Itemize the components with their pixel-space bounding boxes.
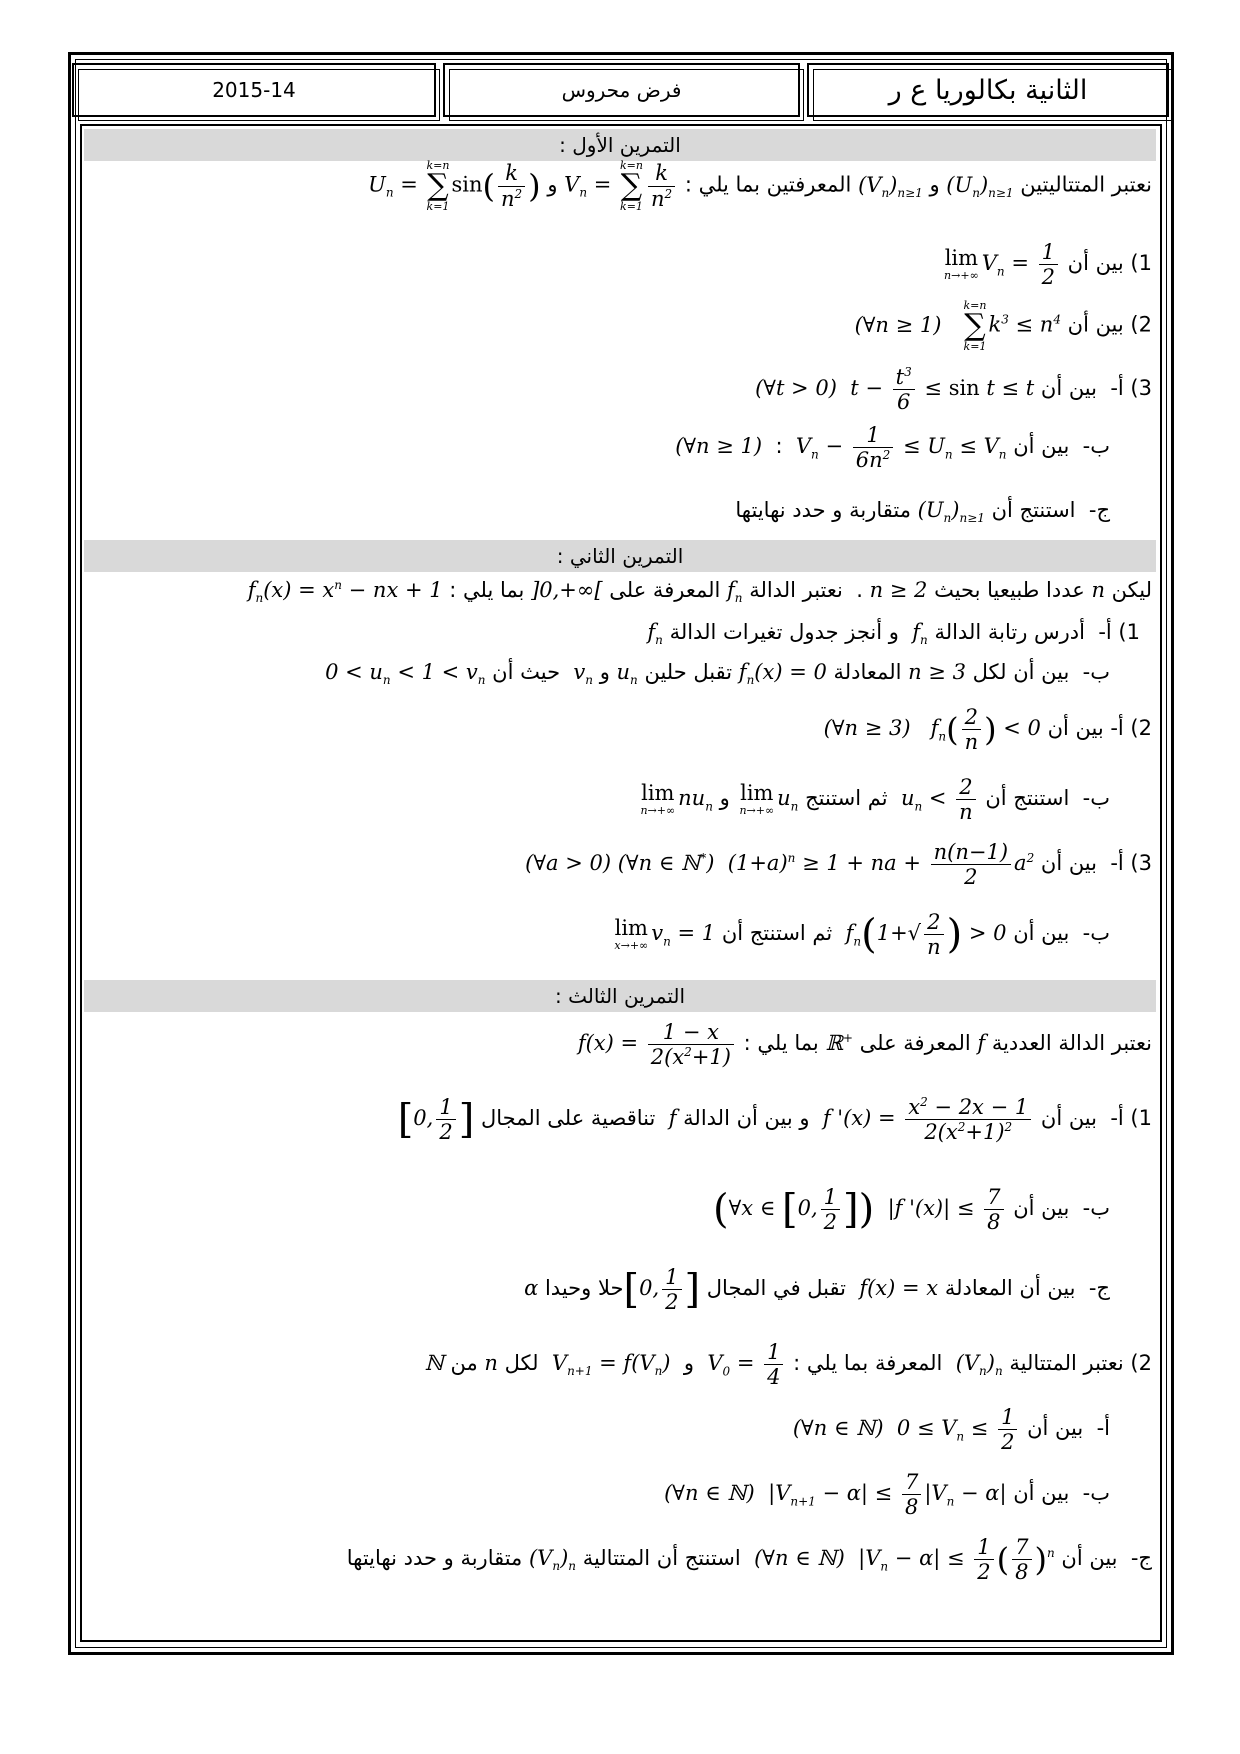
ex3-q2: 2) نعتبر المتتالية $(V_n)_n$ المعرفة بما يلي : $V_0$ = $\frac{1}{4}$ و $V_{n+1} = f(V_n)$ لكل n من ℕ	[424, 1340, 1152, 1390]
ex3-q2b: ب- بين أن $|V_{n+1} - \alpha|$ ≤ $\frac{7}{8}$ $|V_n - \alpha|$ (∀n ∈ ℕ)	[664, 1470, 1110, 1520]
ex3-q2a: أ- بين أن $0 \le V_n$ ≤ $\frac{1}{2}$ (∀n ∈ ℕ)	[792, 1405, 1110, 1455]
ex3-q1a: 1) أ- بين أن f '(x) = $\frac{x^2 - 2x - 1}{2(x^2+1)^2}$ و بين أن الدالة f تناقصية على المجال [0, $\frac{1}{2}$ ]	[397, 1095, 1152, 1145]
ex2-q2a: 2) أ- بين أن $f_n$( $\frac{2}{n}$ ) < 0 (∀n ≥ 3)	[823, 705, 1152, 755]
ex1-q3c: ج- استنتج أن $(U_n)_{n\ge 1}$ متقاربة و حدد نهايتها	[735, 498, 1110, 526]
ex1-q3b: ب- بين أن $V_n$ − $\frac{1}{6n^2}$ ≤ $U_n \le V_n$ : (∀n ≥ 1)	[675, 423, 1110, 473]
ex1-q3a: 3) أ- بين أن t − $\frac{t^3}{6}$ ≤ sin t ≤ t (∀t > 0)	[755, 365, 1152, 415]
ex3-title: التمرين الثالث :	[84, 980, 1156, 1012]
ex2-q1b: ب- بين أن لكل n ≥ 3 المعادلة $f_n(x) = 0$ تقبل حلين $u_n$ و $v_n$ حيث أن $0 < u_n < 1 < v_n$	[325, 660, 1110, 688]
header-exam: فرض محروس	[561, 78, 682, 102]
ex2-intro: ليكن n عددا طبيعيا بحيث n ≥ 2 . نعتبر الدالة $f_n$ المعرفة على ]0,+∞[ بما يلي : $f_n(x) = x^n$ − nx + 1	[247, 578, 1152, 606]
ex2-q3b: ب- بين أن $f_n(1+√$ $\frac{2}{n}$ ) > 0 ثم استنتج أن lim x→+∞ $v_n = 1$	[614, 910, 1110, 960]
ex1-q1: 1) بين أن lim n→+∞ $V_n$ = $\frac{1}{2}$	[944, 240, 1152, 290]
ex2-title: التمرين الثاني :	[84, 540, 1156, 572]
ex2-q3a: 3) أ- بين أن $(1+a)^n \ge 1$ + na + $\frac{n(n-1)}{2}$ $a^2$ (∀a > 0) (∀n ∈ ℕ*)	[525, 840, 1152, 890]
header-level: الثانية بكالوريا ع ر	[888, 74, 1088, 106]
header-date: 2015-14	[212, 78, 296, 102]
ex2-q2b: ب- استنتج أن $u_n$ < $\frac{2}{n}$ ثم استنتج lim n→+∞ $u_n$ و lim n→+∞ $nu_n$	[640, 775, 1110, 825]
ex2-q1a: 1) أ- أدرس رتابة الدالة $f_n$ و أنجز جدول تغيرات الدالة $f_n$	[647, 620, 1140, 648]
ex1-q2: 2) بين أن k=n ∑ k=1 $k^3 \le n^4$ (∀n ≥ 1)	[854, 299, 1152, 353]
ex3-intro: نعتبر الدالة العددية f المعرفة على ℝ+ بما يلي : f(x) = $\frac{1 - x}{2(x^2+1)}$	[577, 1020, 1152, 1070]
ex3-q1b: ب- بين أن |f '(x)| ≤ $\frac{7}{8}$ (∀x ∈ [0, $\frac{1}{2}$ ])	[712, 1185, 1110, 1235]
ex3-q2c: ج- بين أن $|V_n - \alpha|$ ≤ $\frac{1}{2}$ ( $\frac{7}{8}$ )$^n$ (∀n ∈ ℕ) استنتج أن المتتالية $(V_n)_n$ متقاربة و حدد نهايتها	[346, 1535, 1152, 1585]
ex3-q1c: ج- بين أن المعادلة f(x) = x تقبل في المجال [0, $\frac{1}{2}$ ]حلا وحيدا α	[524, 1265, 1110, 1315]
header-exam-box	[443, 63, 800, 117]
ex1-title: التمرين الأول :	[84, 129, 1156, 161]
header-date-box	[72, 63, 436, 117]
ex1-intro: نعتبر المتتاليتين $(U_n)_{n\ge 1}$ و $(V_n)_{n\ge 1}$ المعرفتين بما يلي : $V_n$ = k=n ∑ k=1 $\frac{k}{n^2}$ و $U_n$ = k=n ∑ k=1 sin( $\frac{k}{n^2}$ )	[368, 159, 1152, 213]
header-level-box	[807, 63, 1169, 117]
